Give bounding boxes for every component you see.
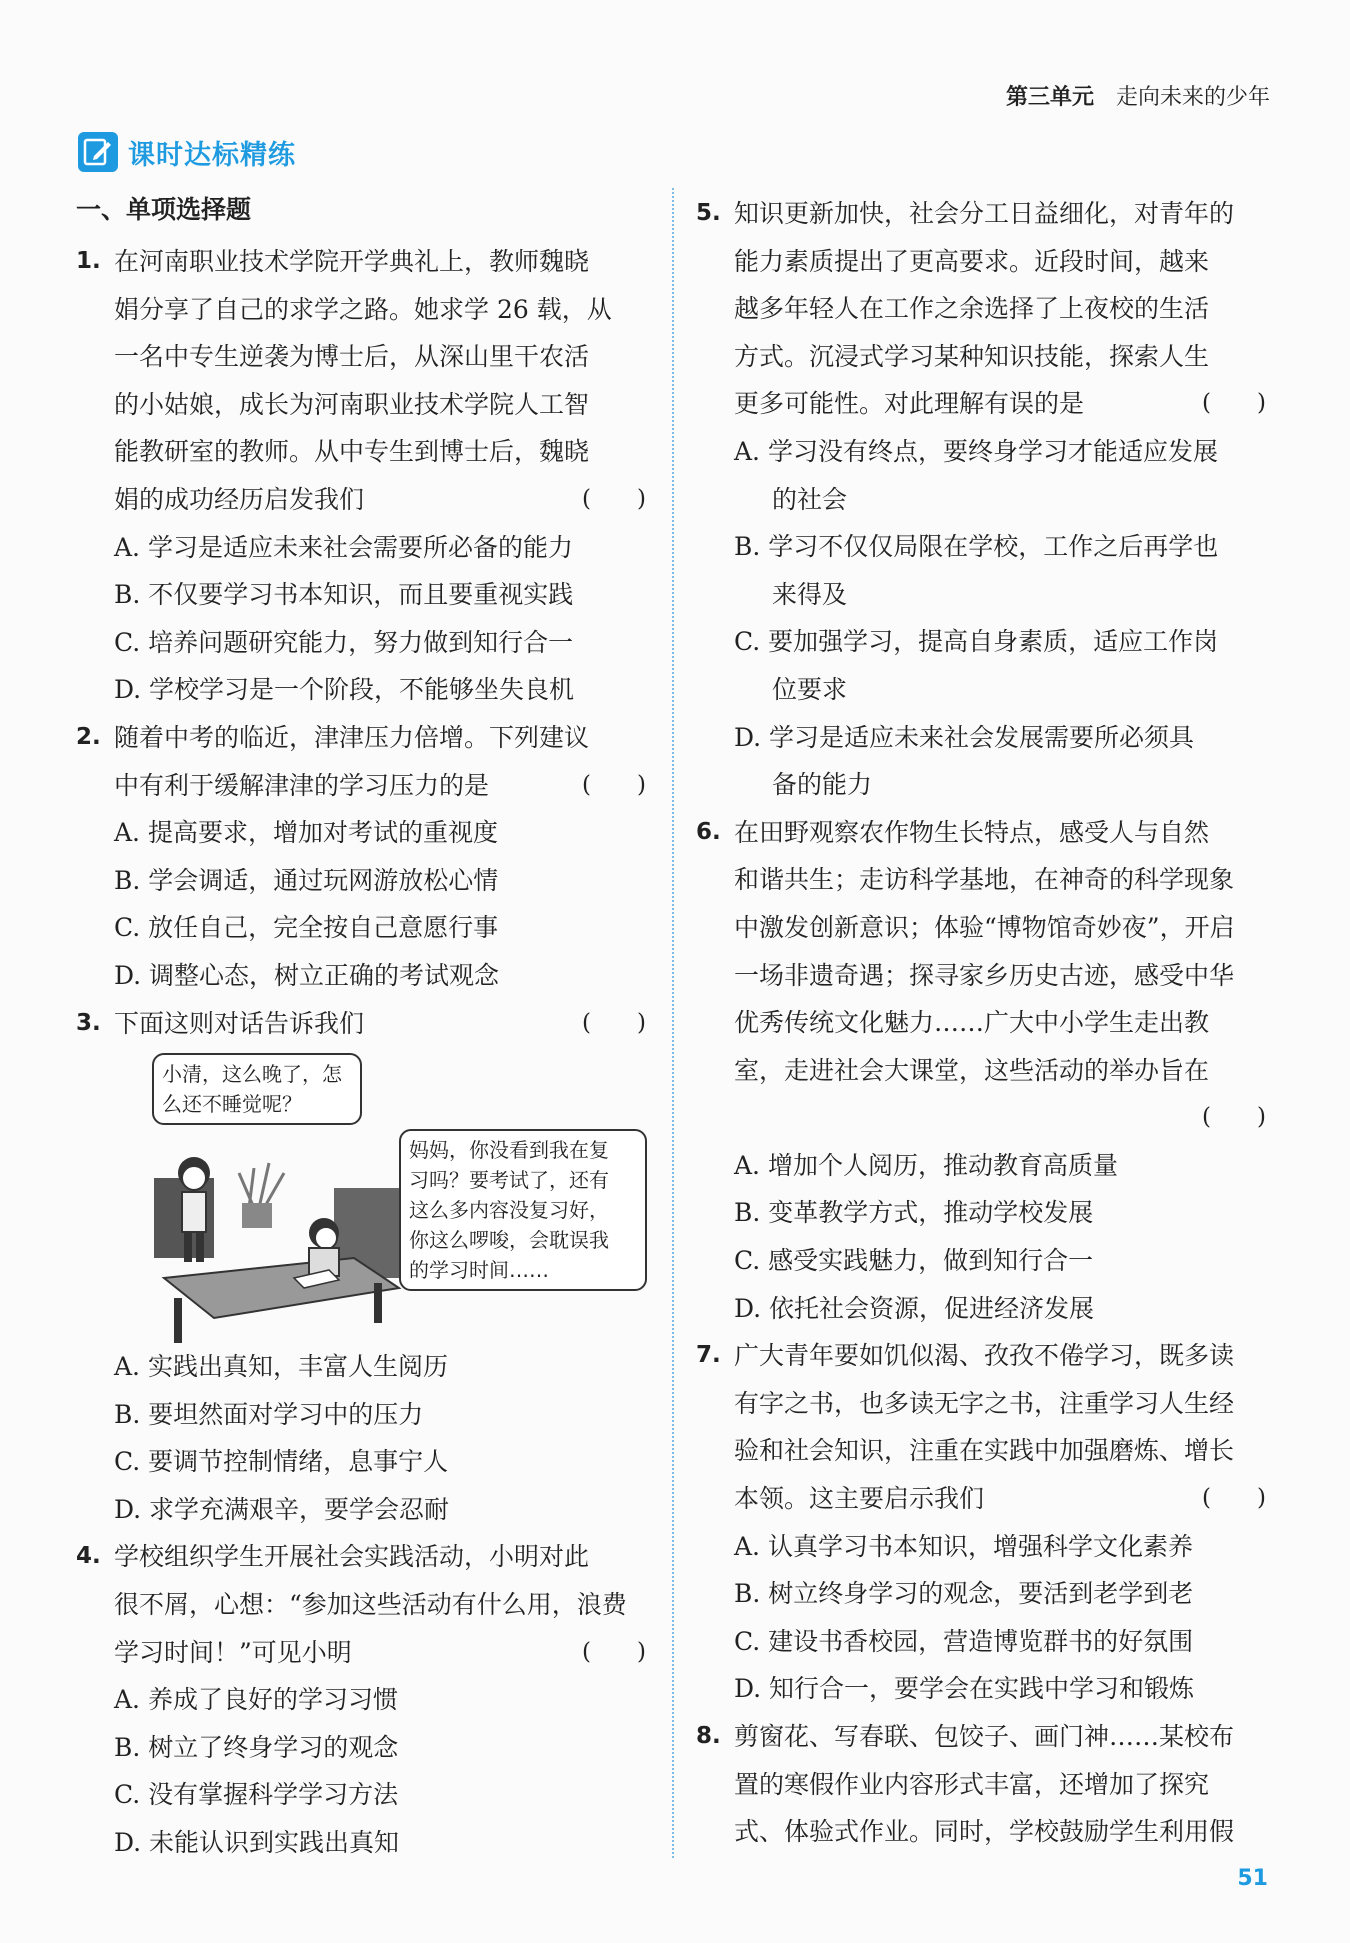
question-6 [696,809,1266,1333]
question-text: 随着中考的临近，津津压力倍增。下列建议 [114,722,590,752]
question-number: 6. [696,818,721,845]
option-b: B. 树立了终身学习的观念 [114,1732,399,1762]
option-c: C. 感受实践魅力，做到知行合一 [734,1246,1094,1276]
option-d: D. 未能认识到实践出真知 [114,1828,400,1858]
left-column [76,190,646,1867]
option-b: B. 不仅要学习书本知识，而且要重视实践 [114,580,574,610]
column-divider [672,188,674,1858]
option-d: D. 求学充满艰辛，要学会忍耐 [114,1494,450,1524]
pencil-icon [78,132,118,172]
question-text: 和谐共生；走访科学基地，在神奇的科学现象 [734,865,1235,895]
page-number: 51 [1237,1866,1268,1891]
question-text: 式、体验式作业。同时，学校鼓励学生利用假 [734,1817,1235,1847]
question-text: 下面这则对话告诉我们 [114,1008,365,1038]
option-d: D. 学习是适应未来社会发展需要所必须具 备的能力 [734,722,1195,800]
question-number: 2. [76,723,101,750]
option-d: D. 知行合一，要学会在实践中学习和锻炼 [734,1674,1195,1704]
option-c: C. 要调节控制情绪，息事宁人 [114,1447,449,1477]
question-text: 本领。这主要启示我们 [734,1484,985,1514]
question-text: 室，走进社会大课堂，这些活动的举办旨在 [734,1055,1210,1085]
option-a: A. 提高要求，增加对考试的重视度 [114,818,498,848]
question-number: 1. [76,248,101,274]
question-text: 剪窗花、写春联、包饺子、画门神……某校布 [734,1722,1235,1751]
question-5 [696,190,1266,809]
answer-blank: ( ) [1202,1104,1266,1131]
question-number: 4. [76,1543,101,1570]
option-b: B. 要坦然面对学习中的压力 [114,1399,424,1429]
question-text: 能教研室的教师。从中专生到博士后，魏晓 [114,437,590,467]
question-text: 置的寒假作业内容形式丰富，还增加了探究 [734,1769,1210,1799]
option-a: A. 实践出真知，丰富人生阅历 [114,1352,448,1382]
option-c: C. 培养问题研究能力，努力做到知行合一 [114,627,574,657]
running-header [1006,80,1270,111]
answer-blank: ( ) [1202,1485,1266,1512]
study-scene-image [154,1148,404,1348]
option-a: A. 学习没有终点，要终身学习才能适应发展 的社会 [734,436,1218,514]
option-a: A. 增加个人阅历，推动教育高质量 [734,1150,1118,1180]
answer-blank: ( ) [582,1638,646,1665]
cartoon-illustration [114,1053,646,1343]
question-1 [76,238,646,714]
option-a: A. 养成了良好的学习习惯 [114,1685,398,1715]
option-b: B. 学会调适，通过玩网游放松心情 [114,865,499,895]
question-text: 更多可能性。对此理解有误的是 [734,389,1085,419]
question-text: 学习时间！”可见小明 [114,1637,352,1667]
answer-blank: ( ) [582,771,646,798]
question-2 [76,714,646,1000]
option-b: B. 树立终身学习的观念，要活到老学到老 [734,1579,1194,1609]
question-text: 学校组织学生开展社会实践活动，小明对此 [114,1542,590,1572]
question-text: 在河南职业技术学院开学典礼上，教师魏晓 [114,247,590,276]
answer-blank: ( ) [582,1009,646,1036]
right-column [696,190,1266,1856]
question-text: 娟分享了自己的求学之路。她求学 26 载，从 [114,294,612,324]
section-title [78,132,296,172]
question-number: 5. [696,200,721,226]
answer-blank: ( ) [1202,390,1266,417]
option-b: B. 变革教学方式，推动学校发展 [734,1198,1094,1228]
question-text: 娟的成功经历启发我们 [114,484,365,514]
question-text: 越多年轻人在工作之余选择了上夜校的生活 [734,294,1210,324]
question-text: 优秀传统文化魅力……广大中小学生走出教 [734,1008,1210,1038]
option-a: A. 认真学习书本知识，增强科学文化素养 [734,1531,1193,1561]
option-b: B. 学习不仅仅局限在学校，工作之后再学也 来得及 [734,532,1219,609]
question-text: 中激发创新意识；体验“博物馆奇妙夜”，开启 [734,912,1235,942]
question-text: 能力素质提出了更高要求。近段时间，越来 [734,246,1210,276]
question-text: 验和社会知识，注重在实践中加强磨炼、增长 [734,1436,1235,1466]
subhead: 一、单项选择题 [76,195,252,224]
question-3 [76,1000,646,1534]
question-7 [696,1332,1266,1713]
question-text: 在田野观察农作物生长特点，感受人与自然 [734,817,1210,847]
question-number: 7. [696,1342,721,1369]
question-text: 的小姑娘，成长为河南职业技术学院人工智 [114,389,590,419]
question-8 [696,1713,1266,1856]
unit-label: 第三单元 [1005,85,1094,110]
question-text: 方式。沉浸式学习某种知识技能，探索人生 [734,341,1210,371]
question-text: 有字之书，也多读无字之书，注重学习人生经 [734,1388,1235,1418]
question-text: 广大青年要如饥似渴、孜孜不倦学习，既多读 [734,1341,1235,1371]
question-number: 8. [696,1723,721,1749]
option-c: C. 要加强学习，提高自身素质，适应工作岗 位要求 [734,627,1219,704]
speech-bubble-child: 妈妈，你没看到我在复 习吗？要考试了，还有 这么多内容没复习好， 你这么啰唆，会耽误我 的学习时间…… [399,1129,647,1291]
option-c: C. 建设书香校园，营造博览群书的好氛围 [734,1626,1194,1656]
option-d: D. 依托社会资源，促进经济发展 [734,1293,1095,1323]
question-4 [76,1533,646,1866]
speech-bubble-mother: 小清，这么晚了，怎 么还不睡觉呢？ [152,1053,362,1125]
answer-blank: ( ) [582,485,646,512]
option-d: D. 调整心态，树立正确的考试观念 [114,960,500,990]
question-text: 一名中专生逆袭为博士后，从深山里干农活 [114,342,590,372]
question-text: 一场非遗奇遇；探寻家乡历史古迹，感受中华 [734,960,1235,990]
question-text: 中有利于缓解津津的学习压力的是 [114,770,490,800]
option-c: C. 放任自己，完全按自己意愿行事 [114,913,499,943]
unit-title: 走向未来的少年 [1115,85,1270,110]
option-c: C. 没有掌握科学学习方法 [114,1780,399,1810]
question-text: 知识更新加快，社会分工日益细化，对青年的 [734,199,1235,228]
section-title-text: 课时达标精练 [128,139,296,171]
option-a: A. 学习是适应未来社会需要所必备的能力 [114,532,573,562]
question-text: 很不屑，心想：“参加这些活动有什么用，浪费 [114,1590,627,1620]
option-d: D. 学校学习是一个阶段，不能够坐失良机 [114,675,575,705]
question-number: 3. [76,1009,101,1036]
